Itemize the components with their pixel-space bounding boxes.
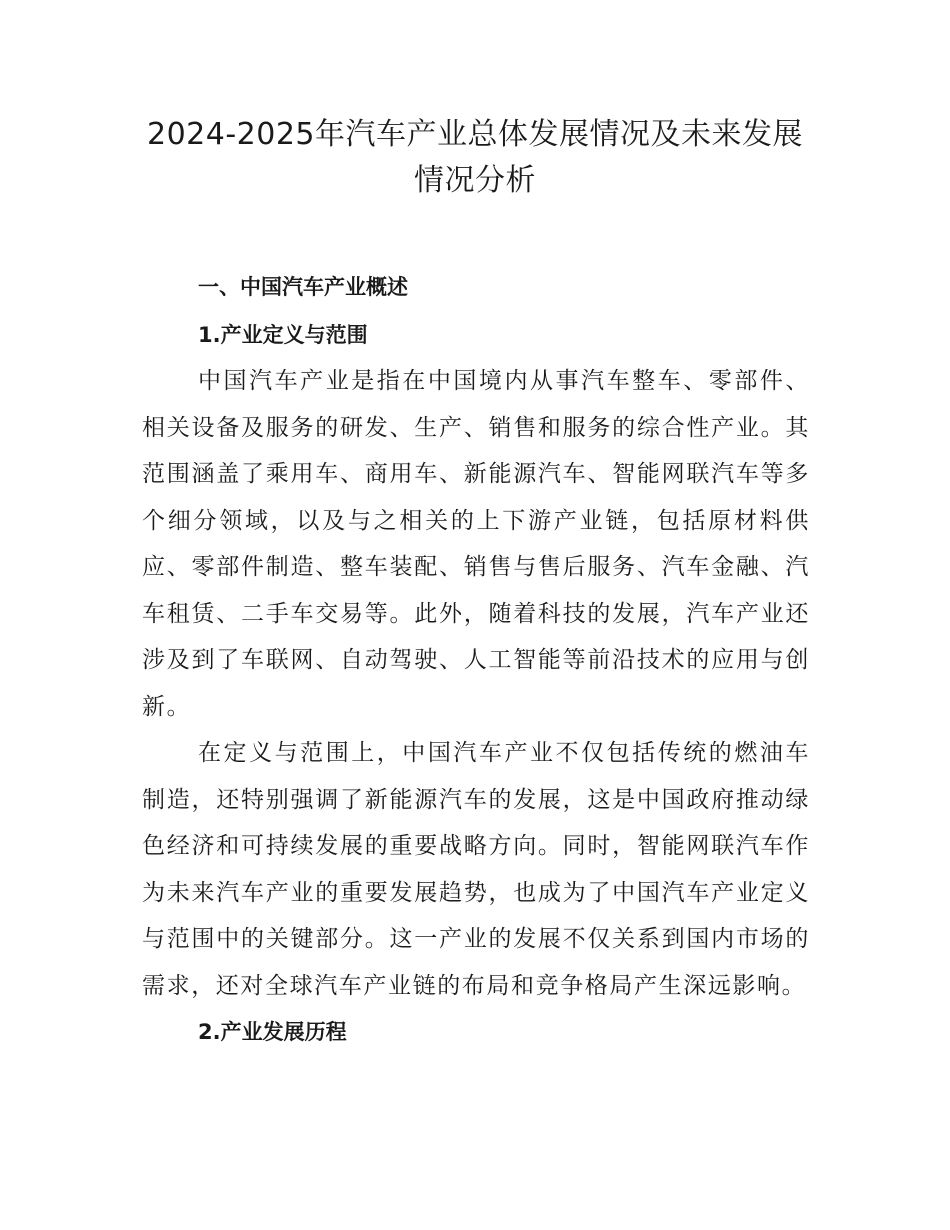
title-line-2: 情况分析 [414,163,536,198]
subsection-heading: 1.产业定义与范围 [198,323,368,347]
body-paragraph: 在定义与范围上，中国汽车产业不仅包括传统的燃油车制造，还特别强调了新能源汽车的发展，这是中国政府推动绿色经济和可持续发展的重要战略方向。同时，智能网联汽车作为未来汽车产业的重要发展趋势，也成为了中国汽车产业定义与范围中的关键部分。这一产业的发展不仅关系到国内市场的需求，还对全球汽车产业链的布局和竞争格局产生深远影响。 [142,740,810,999]
title-line-1: 2024-2025年汽车产业总体发展情况及未来发展 [146,117,804,152]
body-paragraph: 中国汽车产业是指在中国境内从事汽车整车、零部件、相关设备及服务的研发、生产、销售和服务的综合性产业。其范围涵盖了乘用车、商用车、新能源汽车、智能网联汽车等多个细分领域，以及与之相关的上下游产业链，包括原材料供应、零部件制造、整车装配、销售与售后服务、汽车金融、汽车租赁、二手车交易等。此外，随着科技的发展，汽车产业还涉及到了车联网、自动驾驶、人工智能等前沿技术的应用与创新。 [142,368,810,720]
document-body [142,264,810,1055]
document-title [120,112,830,204]
section-heading: 一、中国汽车产业概述 [198,275,408,299]
subsection-heading: 2.产业发展历程 [198,1020,347,1044]
